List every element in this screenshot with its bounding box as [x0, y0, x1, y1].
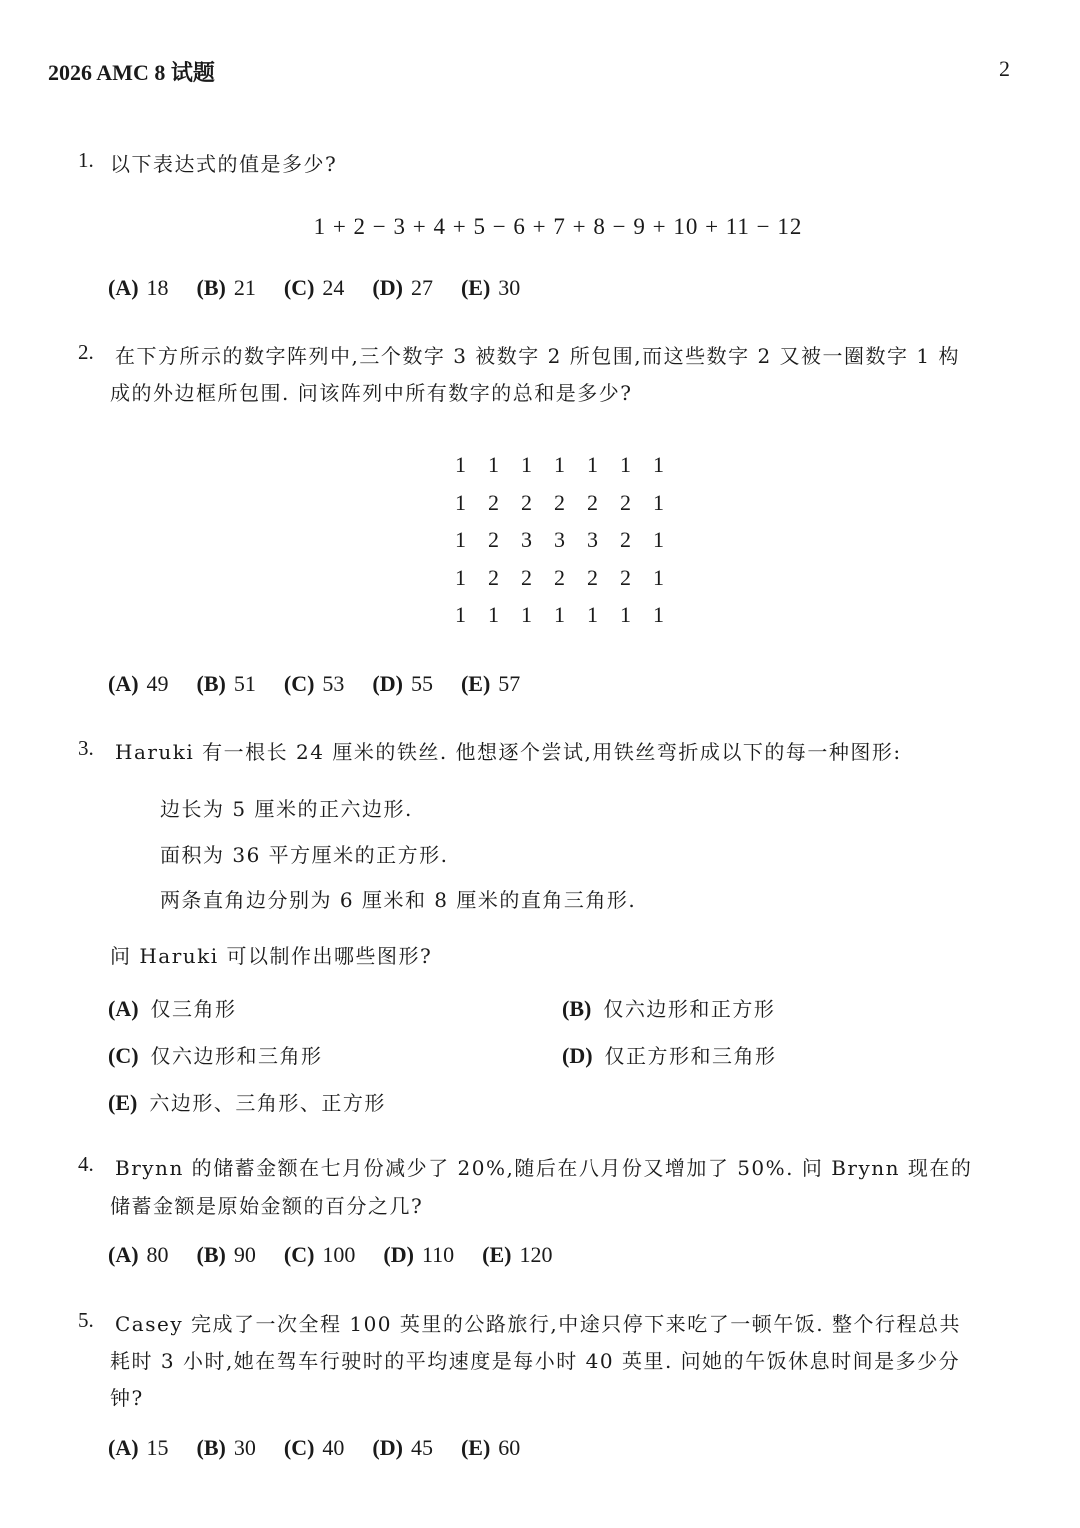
question-5-choices [108, 1435, 548, 1461]
question-4-choice-c: (C) 100 [283, 1242, 356, 1267]
question-2-text-line-2: 成的外边框所包围. 问该阵列中所有数字的总和是多少? [110, 381, 633, 405]
question-4-choice-b: (B) 90 [196, 1242, 256, 1267]
question-1-expression: 1 + 2 − 3 + 4 + 5 − 6 + 7 + 8 − 9 + 10 + 11 − 12 [313, 214, 803, 239]
question-1-choice-e: (E) 30 [460, 275, 521, 300]
array-cell: 2 [587, 489, 598, 515]
question-1-choice-a: (A) 18 [108, 275, 169, 300]
array-cell: 2 [488, 489, 499, 515]
question-1-number: 1. [78, 148, 94, 172]
array-cell: 1 [521, 602, 532, 627]
question-3-item-1: 边长为 5 厘米的正六边形. [160, 797, 413, 821]
question-2-choice-d: (D) 55 [372, 671, 433, 696]
question-4-number: 4. [78, 1152, 94, 1176]
array-cell: 1 [620, 452, 631, 477]
question-3-item-3: 两条直角边分别为 6 厘米和 8 厘米的直角三角形. [160, 888, 637, 912]
array-cell: 2 [587, 564, 598, 590]
question-5-number: 5. [78, 1308, 94, 1332]
question-5-text-line-2: 耗时 3 小时,她在驾车行驶时的平均速度是每小时 40 英里. 问她的午饭休息时间是多少分 [110, 1349, 961, 1373]
question-4-text-line-1: Brynn 的储蓄金额在七月份减少了 20%,随后在八月份又增加了 50%. 问 Brynn 现在的 [115, 1156, 973, 1180]
array-cell: 1 [653, 452, 664, 477]
array-cell: 1 [455, 489, 466, 515]
array-cell: 2 [620, 564, 631, 590]
array-cell: 2 [620, 489, 631, 515]
array-cell: 1 [653, 489, 664, 515]
question-2-choice-c: (C) 53 [283, 671, 345, 696]
question-3-question: 问 Haruki 可以制作出哪些图形? [110, 944, 433, 968]
question-3-choice-c: (C) 仅六边形和三角形 [108, 1043, 323, 1068]
question-5-text-line-1: Casey 完成了一次全程 100 英里的公路旅行,中途只停下来吃了一顿午饭. 整个行程总共 [115, 1312, 961, 1336]
question-5-text-line-3: 钟? [110, 1386, 144, 1410]
array-cell: 3 [554, 527, 565, 552]
question-2-choice-b: (B) 51 [196, 671, 256, 696]
page-number: 2 [999, 56, 1010, 81]
array-cell: 1 [587, 452, 598, 477]
question-3-text: Haruki 有一根长 24 厘米的铁丝. 他想逐个尝试,用铁丝弯折成以下的每一种图形: [115, 740, 902, 764]
array-cell: 1 [554, 602, 565, 627]
question-1-choice-d: (D) 27 [372, 275, 433, 300]
question-4-choices [108, 1242, 580, 1268]
page-header-title: 2026 AMC 8 试题 [48, 60, 215, 85]
question-2-number: 2. [78, 340, 94, 364]
question-4-choice-e: (E) 120 [482, 1242, 553, 1267]
number-array [444, 452, 675, 640]
question-4-text-line-2: 储蓄金额是原始金额的百分之几? [110, 1194, 424, 1218]
question-3-choice-e: (E) 六边形、三角形、正方形 [108, 1090, 386, 1115]
array-cell: 2 [521, 564, 532, 590]
array-cell: 2 [554, 489, 565, 515]
question-5-choice-e: (E) 60 [460, 1435, 521, 1460]
question-5-choice-c: (C) 40 [283, 1435, 345, 1460]
question-5-choice-d: (D) 45 [372, 1435, 433, 1460]
array-cell: 2 [488, 527, 499, 552]
array-cell: 1 [455, 527, 466, 552]
question-3-choice-a: (A) 仅三角形 [108, 996, 237, 1021]
question-1-choice-b: (B) 21 [196, 275, 256, 300]
question-1-text: 以下表达式的值是多少? [110, 152, 338, 176]
question-2-choices [108, 671, 548, 697]
array-cell: 1 [488, 452, 499, 477]
question-3-choice-d: (D) 仅正方形和三角形 [562, 1043, 777, 1068]
array-cell: 3 [587, 527, 598, 552]
question-2-text-line-1: 在下方所示的数字阵列中,三个数字 3 被数字 2 所包围,而这些数字 2 又被一圈数字 1 构 [115, 344, 960, 368]
question-4-choice-d: (D) 110 [383, 1242, 455, 1267]
array-cell: 3 [521, 527, 532, 552]
array-cell: 1 [455, 452, 466, 477]
array-cell: 2 [554, 564, 565, 590]
array-cell: 1 [521, 452, 532, 477]
question-1-choice-c: (C) 24 [283, 275, 345, 300]
array-cell: 1 [653, 527, 664, 552]
question-5-choice-b: (B) 30 [196, 1435, 256, 1460]
array-cell: 1 [554, 452, 565, 477]
array-cell: 1 [587, 602, 598, 627]
array-cell: 1 [455, 564, 466, 590]
question-3-choice-b: (B) 仅六边形和正方形 [562, 996, 776, 1021]
question-3-item-2: 面积为 36 平方厘米的正方形. [160, 843, 449, 867]
array-cell: 1 [488, 602, 499, 627]
question-5-choice-a: (A) 15 [108, 1435, 169, 1460]
question-1-choices [108, 275, 548, 301]
array-cell: 2 [620, 527, 631, 552]
question-4-choice-a: (A) 80 [108, 1242, 169, 1267]
array-cell: 1 [455, 602, 466, 627]
question-2-choice-e: (E) 57 [460, 671, 521, 696]
question-3-number: 3. [78, 736, 94, 760]
array-cell: 2 [488, 564, 499, 590]
array-cell: 1 [653, 564, 664, 590]
question-2-choice-a: (A) 49 [108, 671, 169, 696]
array-cell: 2 [521, 489, 532, 515]
array-cell: 1 [653, 602, 664, 627]
array-cell: 1 [620, 602, 631, 627]
